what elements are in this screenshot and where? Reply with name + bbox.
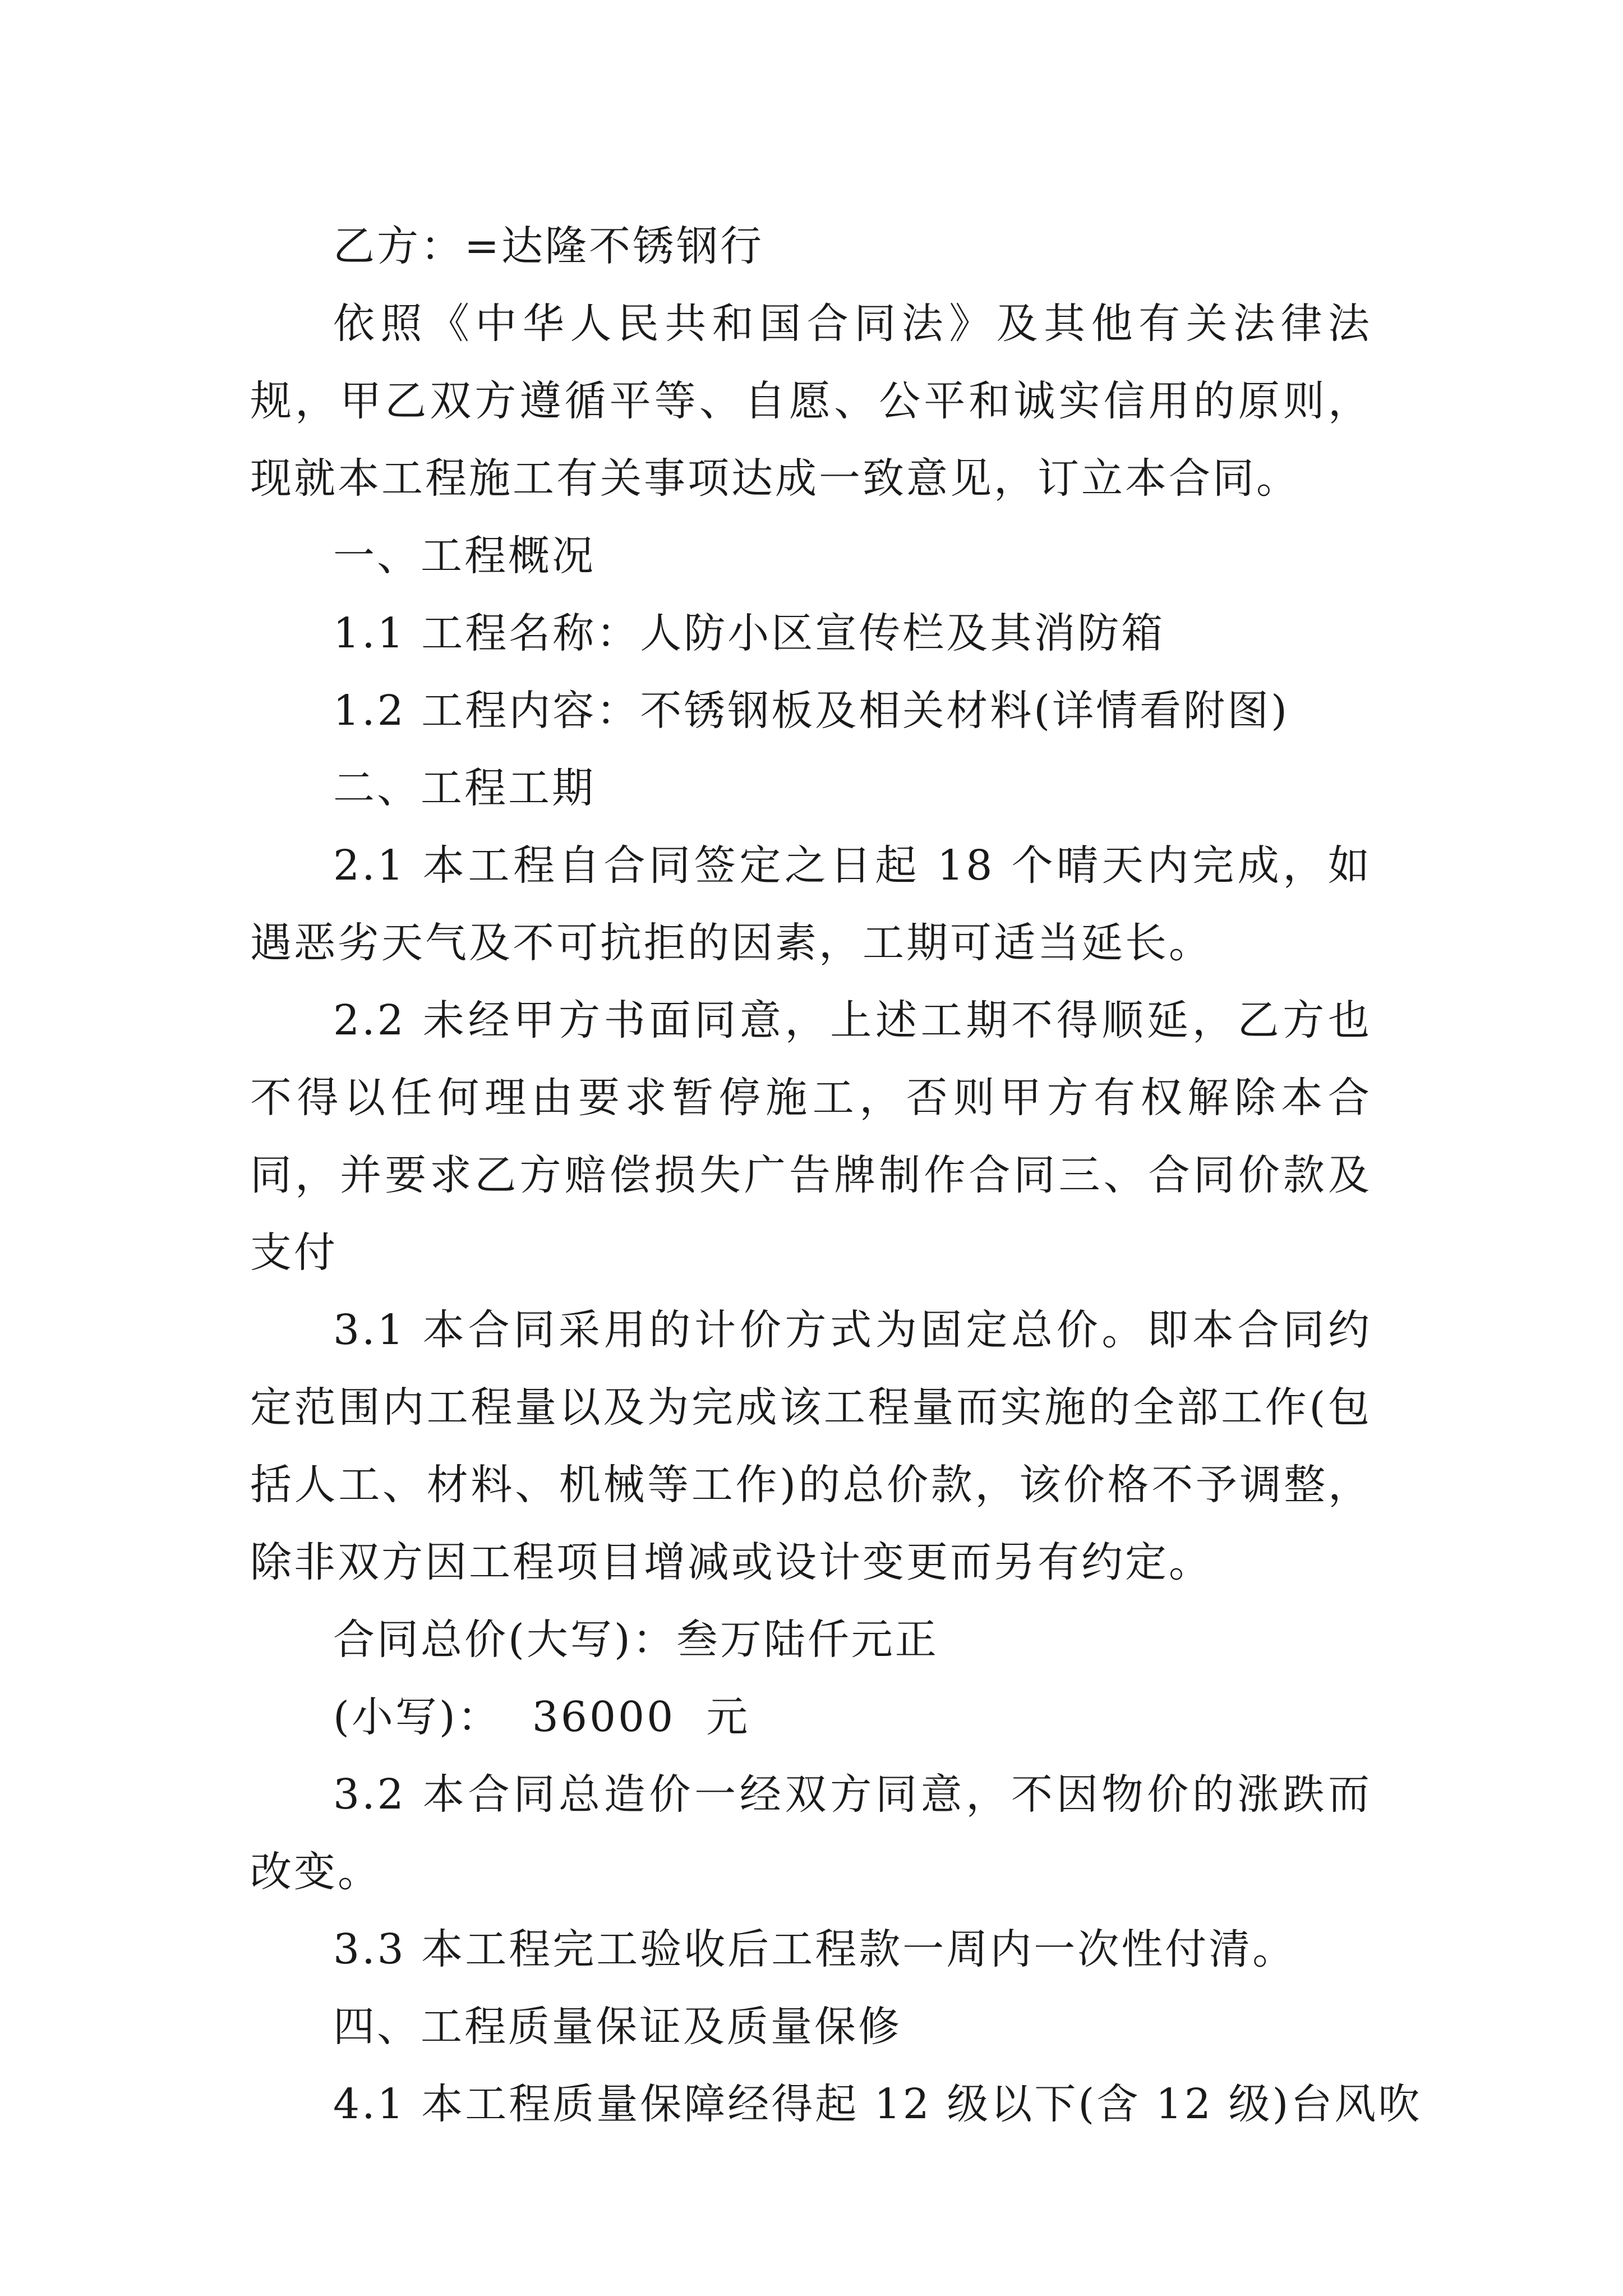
clause-4-1: 4.1 本工程质量保障经得起 12 级以下(含 12 级)台风吹 <box>333 2080 1422 2128</box>
clause-1-2: 1.2 工程内容：不锈钢板及相关材料(详情看附图) <box>333 687 1289 735</box>
clause-2-2: 2.2 未经甲方书面同意，上述工期不得顺延，乙方也不得以任何理由要求暂停施工，否则甲方有权解除本合同，并要求乙方赔偿损失广告牌制作合同三、合同价款及支付 <box>250 996 1372 1277</box>
clause-3-1: 3.1 本合同采用的计价方式为固定总价。即本合同约定范围内工程量以及为完成该工程量而实施的全部工作(包括人工、材料、机械等工作)的总价款，该价格不予调整，除非双方因工程项目增减或设计变更而另有约定。 <box>250 1306 1372 1586</box>
section-heading-quality: 四、工程质量保证及质量保修 <box>333 2003 902 2051</box>
section-heading-project-overview: 一、工程概况 <box>333 532 596 580</box>
party-b-line: 乙方：=达隆不锈钢行 <box>333 222 764 270</box>
clause-3-3: 3.3 本工程完工验收后工程款一周内一次性付清。 <box>333 1925 1297 1973</box>
contract-body <box>250 208 1422 2143</box>
clause-3-2: 3.2 本合同总造价一经双方同意，不因物价的涨跌而改变。 <box>250 1770 1372 1896</box>
preamble-paragraph: 依照《中华人民共和国合同法》及其他有关法律法规，甲乙双方遵循平等、自愿、公平和诚实信用的原则，现就本工程施工有关事项达成一致意见，订立本合同。 <box>250 300 1372 503</box>
total-price-uppercase: 合同总价(大写)：叁万陆仟元正 <box>333 1616 939 1664</box>
clause-2-1: 2.1 本工程自合同签定之日起 18 个晴天内完成，如遇恶劣天气及不可抗拒的因素，工期可适当延长。 <box>250 841 1372 967</box>
clause-1-1: 1.1 工程名称：人防小区宣传栏及其消防箱 <box>333 609 1165 657</box>
total-price-numeric: (小写)： 36000 元 <box>333 1693 750 1741</box>
section-heading-schedule: 二、工程工期 <box>333 764 596 812</box>
